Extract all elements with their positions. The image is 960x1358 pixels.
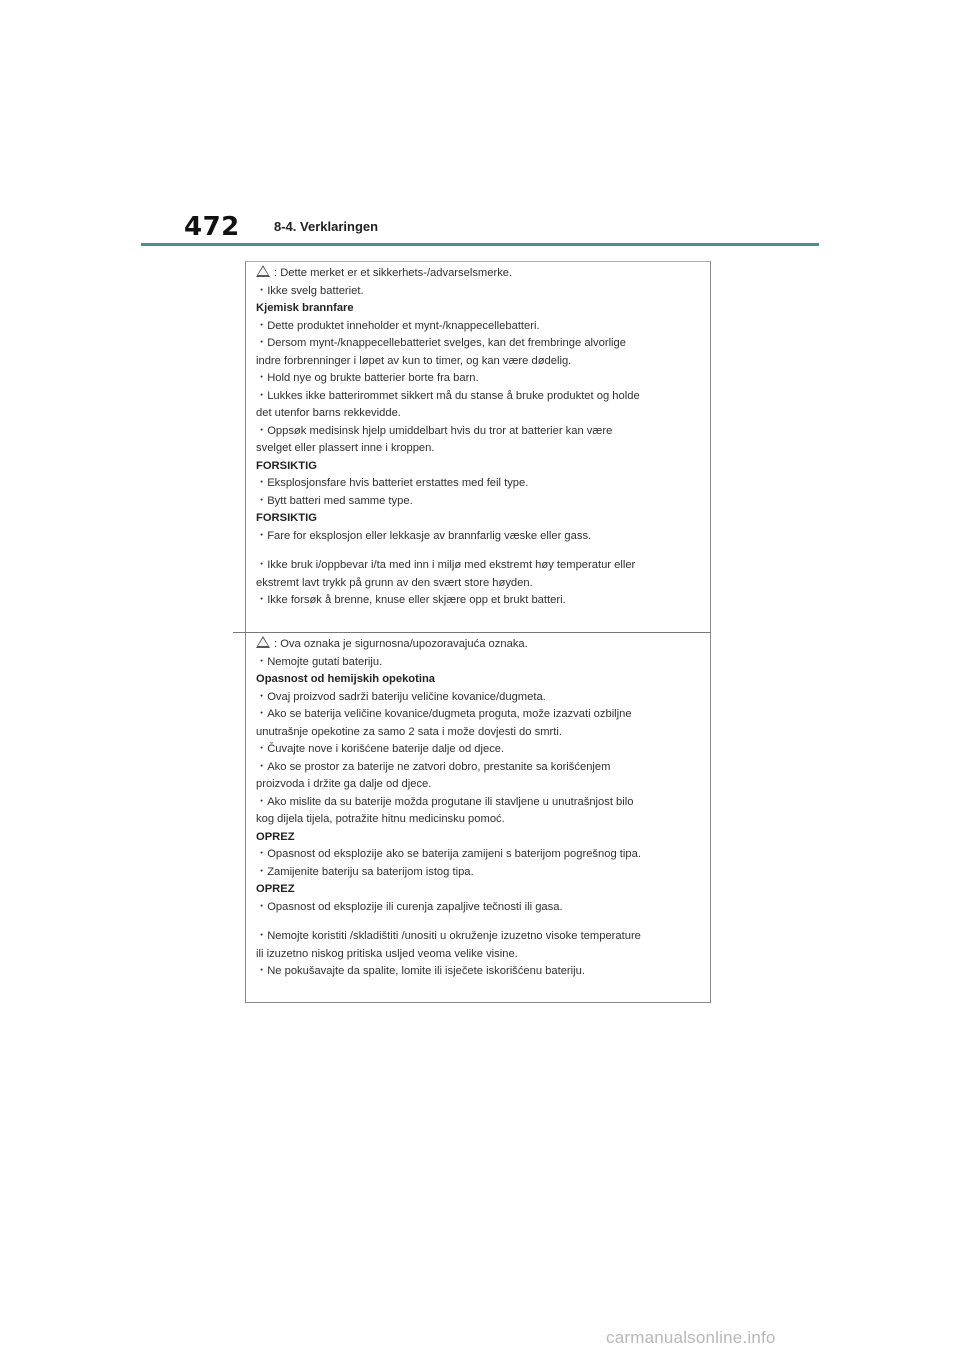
section-title: 8-4. Verklaringen	[274, 219, 379, 234]
warning-line	[256, 265, 701, 283]
warning-heading	[256, 881, 701, 899]
line-text: ・Opasnost od eksplozije ili curenja zapaljive tečnosti ili gasa.	[256, 900, 563, 913]
line-text: ili izuzetno niskog pritiska usljed veoma velike visine.	[256, 947, 518, 960]
warning-line	[256, 423, 701, 441]
paragraph-gap	[256, 545, 701, 557]
line-text: unutrašnje opekotine za samo 2 sata i može dovjesti do smrti.	[256, 725, 562, 738]
paragraph-gap	[256, 916, 701, 928]
line-text: ・Nemojte gutati bateriju.	[256, 655, 383, 668]
warning-line	[256, 654, 701, 672]
line-text: ・Dersom mynt-/knappecellebatteriet svelges, kan det frembringe alvorlige	[256, 337, 626, 349]
line-text: ・Oppsøk medisinsk hjelp umiddelbart hvis du tror at batterier kan være	[256, 424, 613, 437]
warning-heading	[256, 510, 701, 528]
warning-heading	[256, 300, 701, 318]
warning-line	[256, 741, 701, 759]
line-text: ・Ako se prostor za baterije ne zatvori dobro, prestanite sa korišćenjem	[256, 760, 611, 773]
line-text: ・Ako se baterija veličine kovanice/dugmeta proguta, može izazvati ozbiljne	[256, 708, 632, 720]
warning-line	[256, 928, 701, 946]
line-text: FORSIKTIG	[256, 512, 317, 524]
page-header	[0, 0, 960, 250]
warning-line	[256, 283, 701, 301]
warning-line	[256, 528, 701, 546]
line-text: ・Fare for eksplosjon eller lekkasje av brannfarlig væske eller gass.	[256, 529, 592, 542]
warning-line	[256, 335, 701, 353]
line-text: ・Ako mislite da su baterije možda progutane ili stavljene u unutrašnjost bilo	[256, 795, 634, 808]
warning-line	[256, 864, 701, 882]
warning-line	[256, 759, 701, 777]
line-text: Kjemisk brannfare	[256, 302, 354, 314]
line-text: indre forbrenninger i løpet av kun to timer, og kan være dødelig.	[256, 354, 572, 367]
warning-line	[256, 706, 701, 724]
line-text: ・Lukkes ikke batterirommet sikkert må du stanse å bruke produktet og holde	[256, 389, 640, 402]
line-text: ・Dette produktet inneholder et mynt-/knappecellebatteri.	[256, 319, 540, 332]
warning-line	[256, 724, 701, 742]
line-text: FORSIKTIG	[256, 459, 317, 472]
warning-line	[256, 388, 701, 406]
warning-triangle-icon	[256, 265, 270, 277]
warning-heading	[256, 829, 701, 847]
warning-line	[256, 946, 701, 964]
warning-triangle-icon	[256, 636, 270, 648]
line-text: OPREZ	[256, 830, 295, 843]
line-text: ・Ikke bruk i/oppbevar i/ta med inn i miljø med ekstremt høy temperatur eller	[256, 559, 636, 571]
line-text: : Dette merket er et sikkerhets-/advarselsmerke.	[274, 267, 513, 279]
warning-line	[256, 370, 701, 388]
warning-line	[256, 689, 701, 707]
warning-line	[256, 557, 701, 575]
line-text: det utenfor barns rekkevidde.	[256, 407, 401, 419]
warning-heading	[256, 458, 701, 476]
header-rule	[141, 243, 819, 246]
line-text: ekstremt lavt trykk på grunn av den svært store høyden.	[256, 576, 533, 589]
line-text: ・Ikke svelg batteriet.	[256, 284, 364, 297]
line-text: ・Bytt batteri med samme type.	[256, 494, 413, 507]
line-text: proizvoda i držite ga dalje od djece.	[256, 778, 432, 790]
warning-line	[256, 811, 701, 829]
warning-panel-norwegian	[256, 265, 701, 610]
warning-line	[256, 963, 701, 981]
line-text: ・Ne pokušavajte da spalite, lomite ili isječete iskorišćenu bateriju.	[256, 965, 585, 977]
line-text: ・Ikke forsøk å brenne, knuse eller skjære opp et brukt batteri.	[256, 594, 566, 606]
line-text: OPREZ	[256, 883, 295, 895]
line-text: kog dijela tijela, potražite hitnu medicinsku pomoć.	[256, 813, 505, 825]
warning-line	[256, 405, 701, 423]
line-text: ・Čuvajte nove i korišćene baterije dalje od djece.	[256, 743, 505, 755]
watermark: carmanualsonline.info	[606, 1328, 776, 1347]
line-text: Opasnost od hemijskih opekotina	[256, 673, 436, 685]
warning-line	[256, 899, 701, 917]
line-text: ・Ovaj proizvod sadrži bateriju veličine kovanice/dugmeta.	[256, 690, 546, 703]
warning-heading	[256, 671, 701, 689]
panel-divider	[233, 632, 711, 633]
line-text: ・Opasnost od eksplozije ako se baterija zamijeni s baterijom pogrešnog tipa.	[256, 848, 641, 860]
warning-line	[256, 846, 701, 864]
line-text: ・Zamijenite bateriju sa baterijom istog tipa.	[256, 865, 474, 878]
warning-line	[256, 475, 701, 493]
warning-line	[256, 493, 701, 511]
line-text: : Ova oznaka je sigurnosna/upozoravajuća oznaka.	[274, 638, 528, 650]
warning-line	[256, 575, 701, 593]
warning-line	[256, 636, 701, 654]
line-text: svelget eller plassert inne i kroppen.	[256, 442, 435, 454]
warning-line	[256, 794, 701, 812]
line-text: ・Eksplosjonsfare hvis batteriet erstattes med feil type.	[256, 477, 529, 489]
line-text: ・Nemojte koristiti /skladištiti /unositi u okruženje izuzetno visoke temperature	[256, 930, 641, 942]
warning-line	[256, 440, 701, 458]
warning-panel-croatian	[256, 636, 701, 981]
warning-line	[256, 318, 701, 336]
warning-line	[256, 776, 701, 794]
line-text: ・Hold nye og brukte batterier borte fra barn.	[256, 372, 479, 384]
warning-line	[256, 353, 701, 371]
page-number: 472	[184, 212, 240, 242]
warning-line	[256, 592, 701, 610]
